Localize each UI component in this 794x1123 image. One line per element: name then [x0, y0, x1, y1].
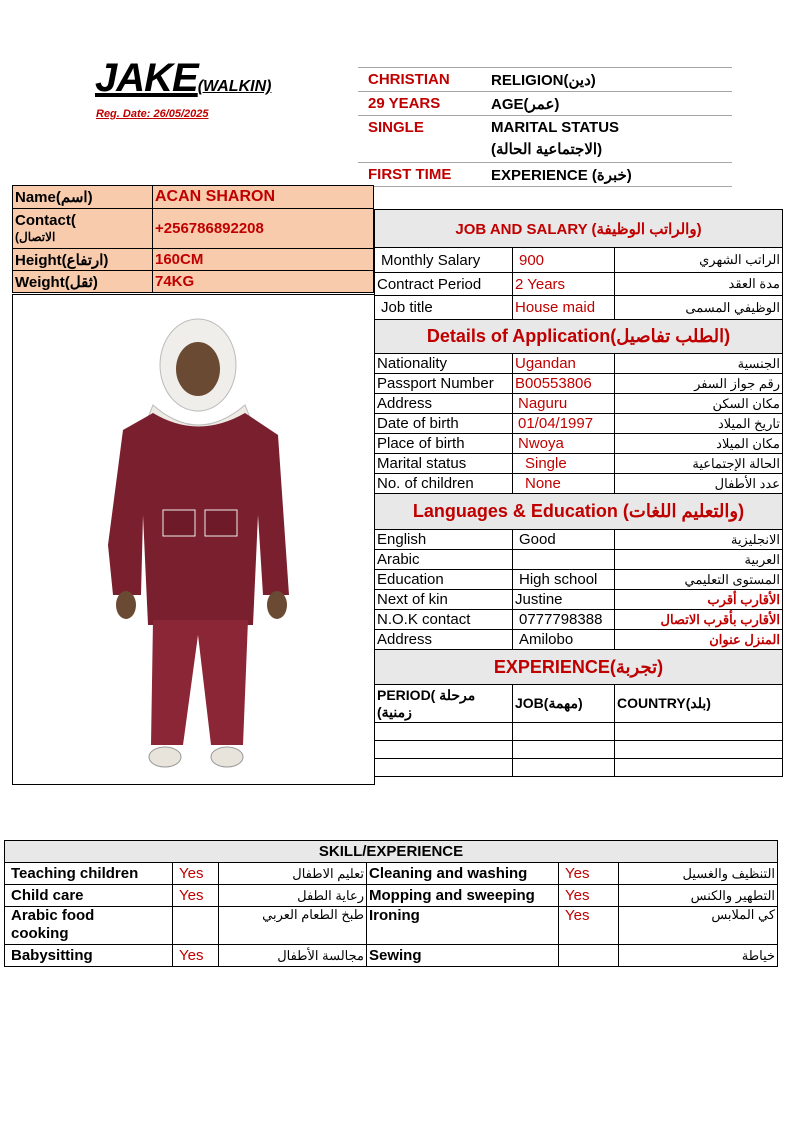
lang-label-ar: المستوى التعليمي — [615, 570, 783, 590]
experience-label: EXPERIENCE (خبرة) — [491, 167, 632, 184]
name-value: ACAN SHARON — [153, 186, 374, 209]
lang-value — [513, 550, 615, 570]
contract-label-ar: مدة العقد — [615, 273, 783, 296]
summary-row — [358, 91, 732, 115]
contract-value: 2 Years — [513, 273, 615, 296]
lang-label: Arabic — [375, 550, 513, 570]
contact-label-ar: (الاتصال — [15, 229, 56, 244]
summary-row — [358, 162, 732, 187]
skill-value: Yes — [559, 907, 619, 945]
height-value: 160CM — [153, 249, 374, 271]
skills-heading: SKILL/EXPERIENCE — [5, 841, 778, 863]
detail-value: B00553806 — [513, 374, 615, 394]
exp-cell — [615, 723, 783, 741]
skill-label-ar: مجالسة الأطفال — [219, 945, 367, 967]
detail-value: Naguru — [513, 394, 615, 414]
skill-label-ar: كي الملابس — [619, 907, 778, 945]
skill-label-ar: خياطة — [619, 945, 778, 967]
job-title-label-ar: الوظيفي المسمى — [615, 296, 783, 320]
lang-value: High school — [513, 570, 615, 590]
exp-cell — [513, 759, 615, 777]
skill-label: Teaching children — [5, 863, 173, 885]
detail-label-ar: رقم جواز السفر — [615, 374, 783, 394]
experience-heading: EXPERIENCE(تجربة) — [375, 650, 783, 685]
col-job: JOB(مهمة) — [513, 685, 615, 723]
reg-date: Reg. Date: 26/05/2025 — [96, 108, 209, 120]
skill-value: Yes — [559, 885, 619, 907]
skill-value — [559, 945, 619, 967]
lang-label: English — [375, 530, 513, 550]
skill-label-cell — [5, 907, 173, 945]
detail-label: Date of birth — [375, 414, 513, 434]
lang-label: N.O.K contact — [375, 610, 513, 630]
lang-label-ar: الأقارب بأقرب الاتصال — [615, 610, 783, 630]
personal-table — [12, 185, 374, 293]
detail-label: Nationality — [375, 354, 513, 374]
exp-cell — [513, 741, 615, 759]
salary-label-ar: الراتب الشهري — [615, 248, 783, 273]
detail-label-ar: الجنسية — [615, 354, 783, 374]
religion-value: CHRISTIAN — [368, 71, 450, 88]
weight-label: Weight(ثقل) — [13, 271, 153, 293]
detail-label: Marital status — [375, 454, 513, 474]
detail-label-ar: الحالة الإجتماعية — [615, 454, 783, 474]
contact-value: +256786892208 — [153, 209, 374, 249]
lang-value: Good — [513, 530, 615, 550]
lang-value: Amilobo — [513, 630, 615, 650]
weight-value: 74KG — [153, 271, 374, 293]
summary-row — [358, 67, 732, 91]
lang-label: Next of kin — [375, 590, 513, 610]
lang-value: 0777798388 — [513, 610, 615, 630]
marital-value: SINGLE — [368, 119, 424, 136]
skill-value: Yes — [173, 885, 219, 907]
skill-label: Cleaning and washing — [367, 863, 559, 885]
skill-value — [173, 907, 219, 945]
skill-label-ar: رعاية الطفل — [219, 885, 367, 907]
salary-label: Monthly Salary — [375, 248, 513, 273]
exp-cell — [615, 741, 783, 759]
detail-label-ar: مكان الميلاد — [615, 434, 783, 454]
skill-label: Mopping and sweeping — [367, 885, 559, 907]
skill-label: Child care — [5, 885, 173, 907]
contact-label-cell — [13, 209, 153, 249]
skill-label: Ironing — [367, 907, 559, 945]
height-label: Height(ارتفاع) — [13, 249, 153, 271]
col-period-label-2: (زمنية — [377, 703, 412, 720]
job-title-value: House maid — [513, 296, 615, 320]
skill-label-ar: التطهير والكنس — [619, 885, 778, 907]
exp-cell — [513, 723, 615, 741]
skill-label: Babysitting — [5, 945, 173, 967]
detail-label: Place of birth — [375, 434, 513, 454]
candidate-name: JAKE — [95, 56, 198, 100]
candidate-name-title — [95, 56, 271, 101]
languages-heading: Languages & Education (والتعليم اللغات) — [375, 494, 783, 530]
detail-label-ar: مكان السكن — [615, 394, 783, 414]
detail-label-ar: تاريخ الميلاد — [615, 414, 783, 434]
exp-cell — [375, 723, 513, 741]
application-table — [374, 209, 783, 777]
skill-label: Arabic food — [11, 907, 95, 924]
col-country: COUNTRY(بلد) — [615, 685, 783, 723]
skills-table — [4, 840, 778, 967]
job-title-label: Job title — [375, 296, 513, 320]
detail-value: Ugandan — [513, 354, 615, 374]
candidate-photo — [12, 294, 375, 785]
detail-value: None — [513, 474, 615, 494]
skill-value: Yes — [559, 863, 619, 885]
religion-label: RELIGION(دين) — [491, 72, 596, 89]
detail-label: Passport Number — [375, 374, 513, 394]
salary-value: 900 — [513, 248, 615, 273]
exp-cell — [615, 759, 783, 777]
skill-value: Yes — [173, 945, 219, 967]
skill-label-2: cooking — [11, 925, 69, 942]
age-label: AGE(عمر) — [491, 96, 560, 113]
skill-label-ar: تعليم الاطفال — [219, 863, 367, 885]
marital-label: MARITAL STATUS — [491, 119, 620, 136]
detail-label: No. of children — [375, 474, 513, 494]
skill-label: Sewing — [367, 945, 559, 967]
summary-row — [358, 115, 732, 162]
detail-value: Nwoya — [513, 434, 615, 454]
marital-label-ar: (الاجتماعية الحالة) — [491, 141, 603, 158]
summary-table — [358, 67, 732, 187]
lang-label-ar: الانجليزية — [615, 530, 783, 550]
col-period-label: PERIOD( مرحلة — [377, 686, 476, 703]
name-label: Name(اسم) — [13, 186, 153, 209]
exp-cell — [375, 759, 513, 777]
lang-label-ar: الأقارب أقرب — [615, 590, 783, 610]
detail-value: Single — [513, 454, 615, 474]
lang-label-ar: المنزل عنوان — [615, 630, 783, 650]
lang-value: Justine — [513, 590, 615, 610]
lang-label: Education — [375, 570, 513, 590]
exp-cell — [375, 741, 513, 759]
detail-label-ar: عدد الأطفال — [615, 474, 783, 494]
skill-label-ar: طبخ الطعام العربي — [219, 907, 367, 945]
details-heading: Details of Application(الطلب تفاصيل) — [375, 320, 783, 354]
job-salary-heading: JOB AND SALARY (والراتب الوظيفة) — [375, 210, 783, 248]
lang-label-ar: العربية — [615, 550, 783, 570]
detail-value: 01/04/1997 — [513, 414, 615, 434]
experience-value: FIRST TIME — [368, 166, 452, 183]
candidate-type: (WALKIN) — [197, 78, 272, 95]
col-period — [375, 685, 513, 723]
contact-label: Contact( — [15, 211, 76, 229]
detail-label: Address — [375, 394, 513, 414]
skill-label-ar: التنظيف والغسيل — [619, 863, 778, 885]
age-value: 29 YEARS — [368, 95, 441, 112]
skill-value: Yes — [173, 863, 219, 885]
lang-label: Address — [375, 630, 513, 650]
contract-label: Contract Period — [375, 273, 513, 296]
